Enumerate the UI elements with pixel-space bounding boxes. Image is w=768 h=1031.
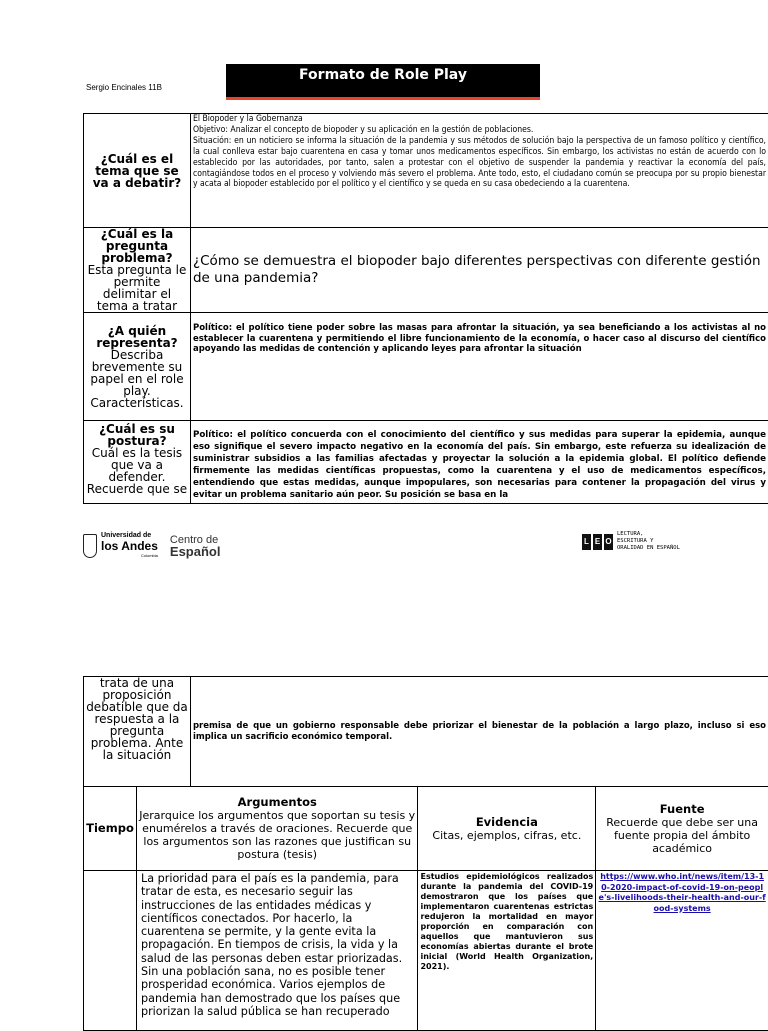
document-title: Formato de Role Play <box>226 64 540 100</box>
answer-represents <box>190 313 768 421</box>
leo-line-1: LECTURA, <box>617 531 644 537</box>
answer-stance <box>190 421 768 504</box>
problem-question-text: ¿Cómo se demuestra el biopoder bajo diferentes perspectivas con diferente gestión de una pandemia? <box>192 253 761 286</box>
roleplay-table-top <box>83 113 768 504</box>
leo-letter-l: L <box>582 534 591 550</box>
question-stance-title: ¿Cuál es su postura? <box>99 423 175 448</box>
leo-line-2: ESCRITURA Y <box>617 538 654 544</box>
argument-text: La prioridad para el país es la pandemia, para tratar de esta, es necesario seguir las instrucciones de las entidades médicas y científicos conectados. Por hacerlo, la cuarentena se permite, y la gente evita la propagación. En tiempos de crisis, la vida y la salud de las personas deben estar priorizadas. Sin una población sana, no es posible tener prosperidad económica. Varios ejemplos de pandemia han demostrado que los países que priorizan la salud pública se han recuperado <box>140 872 403 1018</box>
uniandes-logo <box>83 531 220 561</box>
question-stance-desc: Cuál es la tesis que va a defender. Recuerde que se <box>86 446 188 496</box>
stance-cont-text: premisa de que un gobierno responsable debe priorizar el bienestar de la población a largo plazo, incluso si eso implica un sacrificio económico temporal. <box>192 720 766 742</box>
col-tiempo: Tiempo <box>84 787 137 871</box>
question-topic: ¿Cuál es el tema que se va a debatir? <box>84 114 191 228</box>
stance-text: Político: el político concuerda con el conocimiento del científico y sus medidas para superar la epidemia, aunque eso signifique el severo impacto negativo en la economía del país. Sin embargo, este refuerza su idealización de suministrar subsidios a las familias afectadas y proyectar la solución a la epidemia global. El político defiende firmemente las medidas científicas propuestas, como la cuarentena y el uso de medicamentos específicos, entendiendo que estas medidas, aunque impopulares, son necesarias para contener la propagación del virus y evitar un problema sanitario aún peor. Su posición se basa en la <box>192 430 766 500</box>
arguments-table <box>83 786 768 1031</box>
col-fuente-desc: Recuerde que debe ser una fuente propia del ámbito académico <box>606 815 758 855</box>
question-stance <box>84 421 191 504</box>
question-problem-desc: Esta pregunta le permite delimitar el tema a tratar <box>87 263 187 313</box>
col-argumentos-desc: Jerarquice los argumentos que soportan su tesis y enumérelos a través de oraciones. Recuerde que los argumentos son las razones que justifican su postura (tesis) <box>139 809 416 861</box>
uni-line-2: los Andes <box>101 539 158 553</box>
question-represents <box>84 313 191 421</box>
leo-letter-e: E <box>593 534 602 550</box>
question-stance-cont-text: trata de una proposición debatible que da respuesta a la pregunta problema. Ante la situación <box>86 676 188 762</box>
leo-letter-o: O <box>604 534 613 550</box>
cell-source <box>596 871 768 1031</box>
topic-line-1: El Biopoder y la Gobernanza <box>192 114 303 124</box>
answer-problem <box>190 228 768 313</box>
leo-logo <box>582 531 680 552</box>
role-description: Político: el político tiene poder sobre las masas para afrontar la situación, ya sea beneficiando a los activistas al no establecer la cuarentena y permitiendo el libre funcionamiento de la economía, o hacer caso al discurso del científico apoyando las medidas de contención y aplicando leyes para afrontar la situación <box>192 323 766 355</box>
centro-line-2: Español <box>169 544 221 559</box>
col-fuente <box>596 787 768 871</box>
col-evidencia-desc: Citas, ejemplos, cifras, etc. <box>432 828 582 842</box>
topic-line-2: Objetivo: Analizar el concepto de biopoder y su aplicación en la gestión de poblaciones. <box>192 124 534 135</box>
uni-line-3: Colombia <box>141 553 158 558</box>
col-evidencia <box>418 787 596 871</box>
cell-tiempo <box>84 871 137 1031</box>
uni-line-1: Universidad de <box>101 532 152 539</box>
topic-line-3: Situación: en un noticiero se informa la situación de la pandemia y sus métodos de solución bajo la perspectiva de un famoso político y científico, la cual conlleva estar bajo cuarentena en casa y tomar unos medicamentos específicos. Sin embargo, los activistas no están de acuerdo con lo establecido por las autoridades, por tanto, salen a protestar con el objetivo de suspender la pandemia y reactivar la economía del país, contagiándose todos en el proceso y volviendo más severo el problema. Ante todo, esto, el ciudadano común se preocupa por su propio bienestar y acata al biopoder establecido por el político y el científico y se queda en su casa obedeciendo a la cuarentena. <box>192 135 766 190</box>
question-represents-title: ¿A quién representa? <box>96 323 178 350</box>
uniandes-shield-icon <box>83 534 97 558</box>
centro-espanol-logo <box>170 534 221 558</box>
author-name: Sergio Encinales 11B <box>86 83 162 92</box>
cell-evidence <box>418 871 596 1031</box>
answer-stance-cont <box>190 677 768 787</box>
question-represents-desc: Describa brevemente su papel en el role play. Características. <box>90 347 184 410</box>
col-argumentos-title: Argumentos <box>237 795 317 809</box>
answer-topic <box>190 114 768 228</box>
question-problem <box>84 228 191 313</box>
col-fuente-title: Fuente <box>659 801 705 816</box>
question-problem-title: ¿Cuál es la pregunta problema? <box>100 227 174 265</box>
source-link[interactable]: https://www.who.int/news/item/13-10-2020-impact-of-covid-19-on-people's-livelihoods-their-health-and-our-food-systems <box>598 872 766 913</box>
centro-line-1: Centro de <box>169 534 219 546</box>
col-argumentos <box>136 787 418 871</box>
leo-line-3: ORALIDAD EN ESPAÑOL <box>617 545 680 551</box>
evidence-text: Estudios epidemiológicos realizados durante la pandemia del COVID-19 demostraron que los países que implementaron cuarentenas estrictas redujeron la mortalidad en mayor proporción en comparación con aquellos que mantuvieron sus economías abiertas durante el brote inicial (World Health Organization, 2021). <box>420 872 594 971</box>
col-evidencia-title: Evidencia <box>475 814 538 829</box>
roleplay-table-continued <box>83 676 768 787</box>
cell-argument <box>136 871 418 1031</box>
question-stance-cont <box>84 677 191 787</box>
